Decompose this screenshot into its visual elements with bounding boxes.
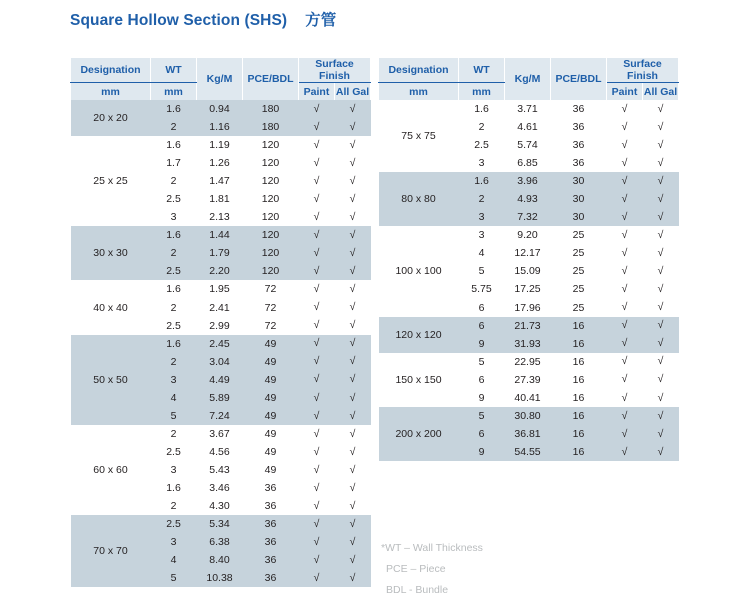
cell-kgm: 15.09 bbox=[514, 265, 541, 278]
cell-wt: 1.6 bbox=[459, 172, 505, 190]
header-kgm: Kg/M bbox=[197, 58, 243, 100]
cell-designation: 70 x 70 bbox=[71, 515, 151, 587]
cell-pce-bdl: 180 bbox=[243, 118, 299, 136]
table-row bbox=[71, 515, 371, 533]
cell-wt: 5 bbox=[478, 355, 485, 368]
cell-all-gal: √ bbox=[657, 355, 664, 368]
cell-kgm: 1.81 bbox=[209, 193, 230, 206]
cell-wt: 2 bbox=[170, 427, 177, 440]
cell-paint: √ bbox=[299, 389, 335, 407]
table-header-left bbox=[71, 58, 371, 100]
cell-kgm: 4.49 bbox=[197, 371, 243, 389]
cell-all-gal: √ bbox=[657, 265, 664, 278]
cell-paint: √ bbox=[621, 102, 628, 115]
cell-paint: √ bbox=[607, 172, 643, 190]
cell-pce-bdl: 16 bbox=[551, 443, 607, 461]
cell-wt: 1.6 bbox=[474, 103, 489, 116]
cell-kgm: 27.39 bbox=[514, 373, 541, 386]
cell-designation: 200 x 200 bbox=[379, 407, 459, 461]
cell-all-gal: √ bbox=[657, 283, 664, 296]
page-title-chinese: 方管 bbox=[305, 12, 337, 29]
cell-pce-bdl: 16 bbox=[551, 407, 607, 425]
cell-pce-bdl: 30 bbox=[551, 190, 607, 208]
cell-kgm: 4.56 bbox=[209, 445, 230, 458]
cell-all-gal: √ bbox=[657, 373, 664, 386]
cell-paint: √ bbox=[299, 353, 335, 371]
cell-designation: 20 x 20 bbox=[71, 100, 151, 136]
cell-wt: 2 bbox=[151, 118, 197, 136]
cell-wt: 2 bbox=[459, 190, 505, 208]
cell-pce-bdl: 49 bbox=[243, 335, 299, 353]
right-spec-table-block bbox=[378, 58, 678, 461]
header-wt-unit: mm bbox=[459, 83, 505, 101]
cell-paint: √ bbox=[299, 226, 335, 244]
cell-paint: √ bbox=[299, 371, 335, 389]
cell-pce-bdl: 49 bbox=[264, 427, 277, 440]
cell-wt: 2 bbox=[151, 244, 197, 262]
cell-pce-bdl: 16 bbox=[572, 373, 585, 386]
cell-kgm: 5.74 bbox=[517, 139, 538, 152]
cell-pce-bdl: 120 bbox=[243, 244, 299, 262]
footnotes bbox=[381, 538, 483, 601]
cell-pce-bdl: 25 bbox=[572, 247, 585, 260]
table-row bbox=[71, 100, 371, 118]
cell-kgm: 12.17 bbox=[514, 247, 541, 260]
cell-designation: 120 x 120 bbox=[379, 317, 459, 353]
cell-designation: 50 x 50 bbox=[71, 335, 151, 425]
cell-paint: √ bbox=[313, 193, 320, 205]
cell-paint: √ bbox=[607, 335, 643, 353]
cell-paint: √ bbox=[621, 265, 628, 278]
cell-all-gal: √ bbox=[643, 172, 679, 190]
header-designation: Designation bbox=[379, 58, 459, 83]
cell-pce-bdl: 120 bbox=[261, 175, 280, 188]
cell-all-gal: √ bbox=[335, 389, 371, 407]
cell-kgm: 9.20 bbox=[517, 229, 538, 242]
cell-all-gal: √ bbox=[335, 100, 371, 118]
cell-all-gal: √ bbox=[643, 190, 679, 208]
cell-wt: 1.6 bbox=[166, 482, 181, 494]
cell-pce-bdl: 120 bbox=[261, 193, 280, 206]
table-row bbox=[379, 172, 679, 190]
cell-kgm: 2.20 bbox=[197, 262, 243, 280]
cell-kgm: 1.44 bbox=[197, 226, 243, 244]
cell-all-gal: √ bbox=[335, 353, 371, 371]
header-designation-unit: mm bbox=[379, 83, 459, 101]
cell-pce-bdl: 49 bbox=[264, 463, 277, 476]
cell-all-gal: √ bbox=[349, 427, 356, 440]
cell-kgm: 7.24 bbox=[197, 407, 243, 425]
shs-table-right bbox=[378, 58, 679, 461]
cell-wt: 5 bbox=[151, 407, 197, 425]
cell-wt: 2 bbox=[170, 175, 177, 188]
cell-paint: √ bbox=[313, 463, 320, 476]
header-all-gal: All Gal bbox=[643, 83, 679, 101]
cell-kgm: 1.19 bbox=[209, 139, 230, 152]
cell-pce-bdl: 120 bbox=[243, 226, 299, 244]
cell-wt: 1.6 bbox=[166, 283, 181, 296]
cell-all-gal: √ bbox=[349, 445, 356, 458]
cell-wt: 3 bbox=[478, 229, 485, 242]
cell-pce-bdl: 30 bbox=[551, 172, 607, 190]
cell-kgm: 10.38 bbox=[197, 569, 243, 587]
header-paint: Paint bbox=[607, 83, 643, 101]
header-pce-bdl: PCE/BDL bbox=[243, 58, 299, 100]
cell-kgm: 17.25 bbox=[514, 283, 541, 296]
cell-kgm: 3.46 bbox=[209, 482, 230, 494]
cell-all-gal: √ bbox=[349, 301, 356, 314]
table-row bbox=[379, 317, 679, 335]
cell-designation: 25 x 25 bbox=[93, 175, 128, 188]
cell-all-gal: √ bbox=[643, 443, 679, 461]
cell-wt: 5.75 bbox=[471, 283, 492, 296]
cell-pce-bdl: 30 bbox=[551, 208, 607, 226]
cell-all-gal: √ bbox=[335, 262, 371, 280]
cell-all-gal: √ bbox=[349, 481, 356, 494]
cell-designation: 100 x 100 bbox=[395, 265, 442, 278]
cell-wt: 2.5 bbox=[166, 193, 181, 206]
cell-paint: √ bbox=[299, 244, 335, 262]
cell-pce-bdl: 49 bbox=[264, 445, 277, 458]
cell-paint: √ bbox=[621, 138, 628, 151]
cell-wt: 1.7 bbox=[166, 157, 181, 170]
cell-wt: 2 bbox=[151, 353, 197, 371]
cell-paint: √ bbox=[607, 407, 643, 425]
cell-all-gal: √ bbox=[349, 319, 356, 332]
cell-kgm: 1.16 bbox=[197, 118, 243, 136]
cell-wt: 1.6 bbox=[166, 139, 181, 152]
cell-paint: √ bbox=[313, 283, 320, 296]
cell-pce-bdl: 16 bbox=[551, 335, 607, 353]
cell-kgm: 22.95 bbox=[514, 355, 541, 368]
table-body-left bbox=[71, 100, 371, 587]
cell-pce-bdl: 25 bbox=[572, 229, 585, 242]
cell-all-gal: √ bbox=[349, 156, 356, 169]
cell-pce-bdl: 36 bbox=[243, 515, 299, 533]
cell-paint: √ bbox=[313, 445, 320, 458]
cell-all-gal: √ bbox=[349, 463, 356, 476]
cell-pce-bdl: 120 bbox=[261, 157, 280, 170]
cell-pce-bdl: 49 bbox=[243, 389, 299, 407]
cell-kgm: 21.73 bbox=[505, 317, 551, 335]
cell-pce-bdl: 36 bbox=[243, 533, 299, 551]
cell-paint: √ bbox=[607, 317, 643, 335]
cell-pce-bdl: 49 bbox=[243, 407, 299, 425]
cell-all-gal: √ bbox=[657, 156, 664, 169]
cell-pce-bdl: 49 bbox=[243, 353, 299, 371]
cell-paint: √ bbox=[313, 319, 320, 332]
cell-all-gal: √ bbox=[643, 425, 679, 443]
footnote-wt: *WT – Wall Thickness bbox=[381, 542, 483, 554]
cell-pce-bdl: 36 bbox=[243, 551, 299, 569]
page-title bbox=[70, 8, 336, 30]
cell-wt: 2 bbox=[170, 301, 177, 314]
cell-wt: 2.5 bbox=[166, 445, 181, 458]
cell-kgm: 8.40 bbox=[197, 551, 243, 569]
cell-pce-bdl: 16 bbox=[551, 425, 607, 443]
cell-kgm: 1.47 bbox=[209, 175, 230, 188]
cell-paint: √ bbox=[621, 373, 628, 386]
cell-all-gal: √ bbox=[349, 174, 356, 187]
cell-all-gal: √ bbox=[657, 138, 664, 151]
left-spec-table-block bbox=[70, 58, 370, 587]
cell-paint: √ bbox=[313, 427, 320, 440]
cell-all-gal: √ bbox=[643, 335, 679, 353]
cell-pce-bdl: 25 bbox=[572, 265, 585, 278]
cell-kgm: 7.32 bbox=[505, 208, 551, 226]
cell-paint: √ bbox=[313, 481, 320, 494]
cell-kgm: 3.04 bbox=[197, 353, 243, 371]
table-header-right bbox=[379, 58, 679, 100]
cell-paint: √ bbox=[607, 208, 643, 226]
cell-kgm: 2.45 bbox=[197, 335, 243, 353]
cell-pce-bdl: 25 bbox=[572, 301, 585, 314]
cell-all-gal: √ bbox=[657, 247, 664, 260]
cell-wt: 1.6 bbox=[151, 335, 197, 353]
table-row bbox=[379, 100, 679, 118]
cell-wt: 4 bbox=[151, 551, 197, 569]
shs-table-left bbox=[70, 58, 371, 587]
cell-wt: 1.6 bbox=[151, 100, 197, 118]
cell-pce-bdl: 16 bbox=[572, 391, 585, 404]
cell-pce-bdl: 72 bbox=[264, 301, 277, 314]
page-title-main: Square Hollow Section (SHS) bbox=[70, 12, 288, 29]
cell-pce-bdl: 16 bbox=[551, 317, 607, 335]
cell-wt: 2.5 bbox=[166, 319, 181, 332]
cell-wt: 4 bbox=[478, 247, 485, 260]
cell-paint: √ bbox=[621, 247, 628, 260]
cell-kgm: 1.95 bbox=[209, 283, 230, 296]
cell-paint: √ bbox=[299, 118, 335, 136]
cell-kgm: 2.99 bbox=[209, 319, 230, 332]
footnote-pce: PCE – Piece bbox=[386, 563, 446, 575]
cell-all-gal: √ bbox=[349, 138, 356, 151]
cell-paint: √ bbox=[313, 174, 320, 187]
cell-designation: 40 x 40 bbox=[93, 301, 128, 314]
cell-pce-bdl: 120 bbox=[261, 211, 280, 224]
cell-wt: 3 bbox=[151, 533, 197, 551]
header-surface-finish: Surface Finish bbox=[299, 58, 371, 83]
cell-all-gal: √ bbox=[643, 317, 679, 335]
cell-kgm: 36.81 bbox=[505, 425, 551, 443]
cell-pce-bdl: 36 bbox=[264, 482, 277, 494]
cell-paint: √ bbox=[621, 355, 628, 368]
cell-kgm: 3.71 bbox=[517, 103, 538, 116]
cell-pce-bdl: 25 bbox=[572, 283, 585, 296]
cell-wt: 3 bbox=[170, 463, 177, 476]
cell-paint: √ bbox=[607, 443, 643, 461]
cell-pce-bdl: 36 bbox=[572, 121, 585, 134]
cell-paint: √ bbox=[313, 301, 320, 314]
cell-all-gal: √ bbox=[335, 569, 371, 587]
cell-pce-bdl: 180 bbox=[243, 100, 299, 118]
cell-paint: √ bbox=[299, 262, 335, 280]
cell-wt: 9 bbox=[478, 391, 485, 404]
cell-paint: √ bbox=[299, 407, 335, 425]
table-row bbox=[71, 335, 371, 353]
cell-wt: 2.5 bbox=[474, 139, 489, 152]
cell-pce-bdl: 72 bbox=[264, 283, 277, 296]
cell-all-gal: √ bbox=[335, 551, 371, 569]
header-designation: Designation bbox=[71, 58, 151, 83]
cell-paint: √ bbox=[621, 283, 628, 296]
cell-wt: 6 bbox=[459, 317, 505, 335]
cell-kgm: 5.34 bbox=[197, 515, 243, 533]
cell-pce-bdl: 36 bbox=[572, 103, 585, 116]
cell-all-gal: √ bbox=[349, 193, 356, 205]
header-designation-unit: mm bbox=[71, 83, 151, 101]
cell-paint: √ bbox=[313, 211, 320, 224]
cell-wt: 9 bbox=[459, 335, 505, 353]
cell-pce-bdl: 36 bbox=[264, 500, 277, 513]
cell-all-gal: √ bbox=[335, 515, 371, 533]
cell-pce-bdl: 49 bbox=[243, 371, 299, 389]
cell-all-gal: √ bbox=[335, 407, 371, 425]
cell-kgm: 1.26 bbox=[209, 157, 230, 170]
cell-all-gal: √ bbox=[657, 120, 664, 133]
cell-all-gal: √ bbox=[335, 226, 371, 244]
cell-wt: 5 bbox=[478, 265, 485, 278]
cell-designation: 75 x 75 bbox=[401, 130, 436, 143]
cell-paint: √ bbox=[299, 533, 335, 551]
cell-kgm: 4.61 bbox=[517, 121, 538, 134]
cell-all-gal: √ bbox=[657, 102, 664, 115]
cell-pce-bdl: 120 bbox=[243, 262, 299, 280]
table-body-right bbox=[379, 100, 679, 461]
table-row bbox=[379, 226, 679, 244]
cell-wt: 1.6 bbox=[151, 226, 197, 244]
cell-all-gal: √ bbox=[657, 391, 664, 404]
cell-wt: 5 bbox=[459, 407, 505, 425]
cell-kgm: 17.96 bbox=[514, 301, 541, 314]
cell-designation: 80 x 80 bbox=[379, 172, 459, 226]
cell-wt: 6 bbox=[478, 301, 485, 314]
cell-kgm: 54.55 bbox=[505, 443, 551, 461]
cell-kgm: 6.38 bbox=[197, 533, 243, 551]
header-all-gal: All Gal bbox=[335, 83, 371, 101]
cell-paint: √ bbox=[621, 229, 628, 242]
cell-kgm: 2.13 bbox=[209, 211, 230, 224]
cell-kgm: 3.96 bbox=[505, 172, 551, 190]
cell-wt: 6 bbox=[459, 425, 505, 443]
cell-kgm: 5.43 bbox=[209, 463, 230, 476]
cell-wt: 2.5 bbox=[151, 262, 197, 280]
cell-all-gal: √ bbox=[643, 407, 679, 425]
table-row bbox=[71, 425, 371, 443]
cell-all-gal: √ bbox=[657, 301, 664, 314]
cell-wt: 3 bbox=[170, 211, 177, 224]
cell-paint: √ bbox=[621, 391, 628, 404]
header-paint: Paint bbox=[299, 83, 335, 101]
table-row bbox=[71, 280, 371, 298]
cell-all-gal: √ bbox=[657, 229, 664, 242]
cell-designation: 30 x 30 bbox=[71, 226, 151, 280]
cell-paint: √ bbox=[607, 425, 643, 443]
cell-kgm: 1.79 bbox=[197, 244, 243, 262]
cell-all-gal: √ bbox=[349, 499, 356, 512]
cell-wt: 3 bbox=[478, 157, 485, 170]
cell-wt: 5 bbox=[151, 569, 197, 587]
cell-all-gal: √ bbox=[335, 118, 371, 136]
cell-paint: √ bbox=[313, 156, 320, 169]
cell-wt: 9 bbox=[459, 443, 505, 461]
cell-wt: 2 bbox=[170, 500, 177, 513]
table-row bbox=[379, 353, 679, 371]
cell-all-gal: √ bbox=[349, 211, 356, 224]
cell-designation: 150 x 150 bbox=[395, 373, 442, 386]
cell-paint: √ bbox=[299, 569, 335, 587]
cell-paint: √ bbox=[621, 156, 628, 169]
cell-kgm: 6.85 bbox=[517, 157, 538, 170]
cell-wt: 4 bbox=[151, 389, 197, 407]
cell-pce-bdl: 36 bbox=[243, 569, 299, 587]
cell-paint: √ bbox=[299, 551, 335, 569]
cell-kgm: 30.80 bbox=[505, 407, 551, 425]
cell-pce-bdl: 16 bbox=[572, 355, 585, 368]
footnote-bdl: BDL - Bundle bbox=[386, 584, 449, 596]
cell-pce-bdl: 120 bbox=[261, 139, 280, 152]
cell-wt: 6 bbox=[478, 373, 485, 386]
cell-kgm: 4.30 bbox=[209, 500, 230, 513]
cell-kgm: 3.67 bbox=[209, 427, 230, 440]
cell-all-gal: √ bbox=[349, 283, 356, 296]
cell-all-gal: √ bbox=[335, 335, 371, 353]
header-surface-finish: Surface Finish bbox=[607, 58, 679, 83]
cell-kgm: 5.89 bbox=[197, 389, 243, 407]
cell-wt: 2 bbox=[478, 121, 485, 134]
cell-kgm: 31.93 bbox=[505, 335, 551, 353]
cell-paint: √ bbox=[621, 301, 628, 314]
header-wt-unit: mm bbox=[151, 83, 197, 101]
cell-wt: 2.5 bbox=[151, 515, 197, 533]
header-wt: WT bbox=[151, 58, 197, 83]
cell-all-gal: √ bbox=[335, 371, 371, 389]
cell-kgm: 4.93 bbox=[505, 190, 551, 208]
table-row bbox=[71, 226, 371, 244]
cell-all-gal: √ bbox=[643, 208, 679, 226]
cell-kgm: 2.41 bbox=[209, 301, 230, 314]
cell-paint: √ bbox=[313, 138, 320, 151]
cell-all-gal: √ bbox=[335, 533, 371, 551]
cell-wt: 3 bbox=[151, 371, 197, 389]
cell-pce-bdl: 36 bbox=[572, 157, 585, 170]
cell-paint: √ bbox=[299, 515, 335, 533]
cell-paint: √ bbox=[299, 335, 335, 353]
cell-paint: √ bbox=[299, 100, 335, 118]
cell-pce-bdl: 36 bbox=[572, 139, 585, 152]
cell-kgm: 40.41 bbox=[514, 391, 541, 404]
table-row bbox=[379, 407, 679, 425]
cell-paint: √ bbox=[313, 499, 320, 512]
cell-designation: 60 x 60 bbox=[93, 463, 128, 476]
header-wt: WT bbox=[459, 58, 505, 83]
header-kgm: Kg/M bbox=[505, 58, 551, 100]
cell-paint: √ bbox=[621, 120, 628, 133]
cell-pce-bdl: 72 bbox=[264, 319, 277, 332]
cell-all-gal: √ bbox=[335, 244, 371, 262]
cell-wt: 3 bbox=[459, 208, 505, 226]
cell-paint: √ bbox=[607, 190, 643, 208]
cell-kgm: 0.94 bbox=[197, 100, 243, 118]
header-pce-bdl: PCE/BDL bbox=[551, 58, 607, 100]
table-row bbox=[71, 136, 371, 154]
